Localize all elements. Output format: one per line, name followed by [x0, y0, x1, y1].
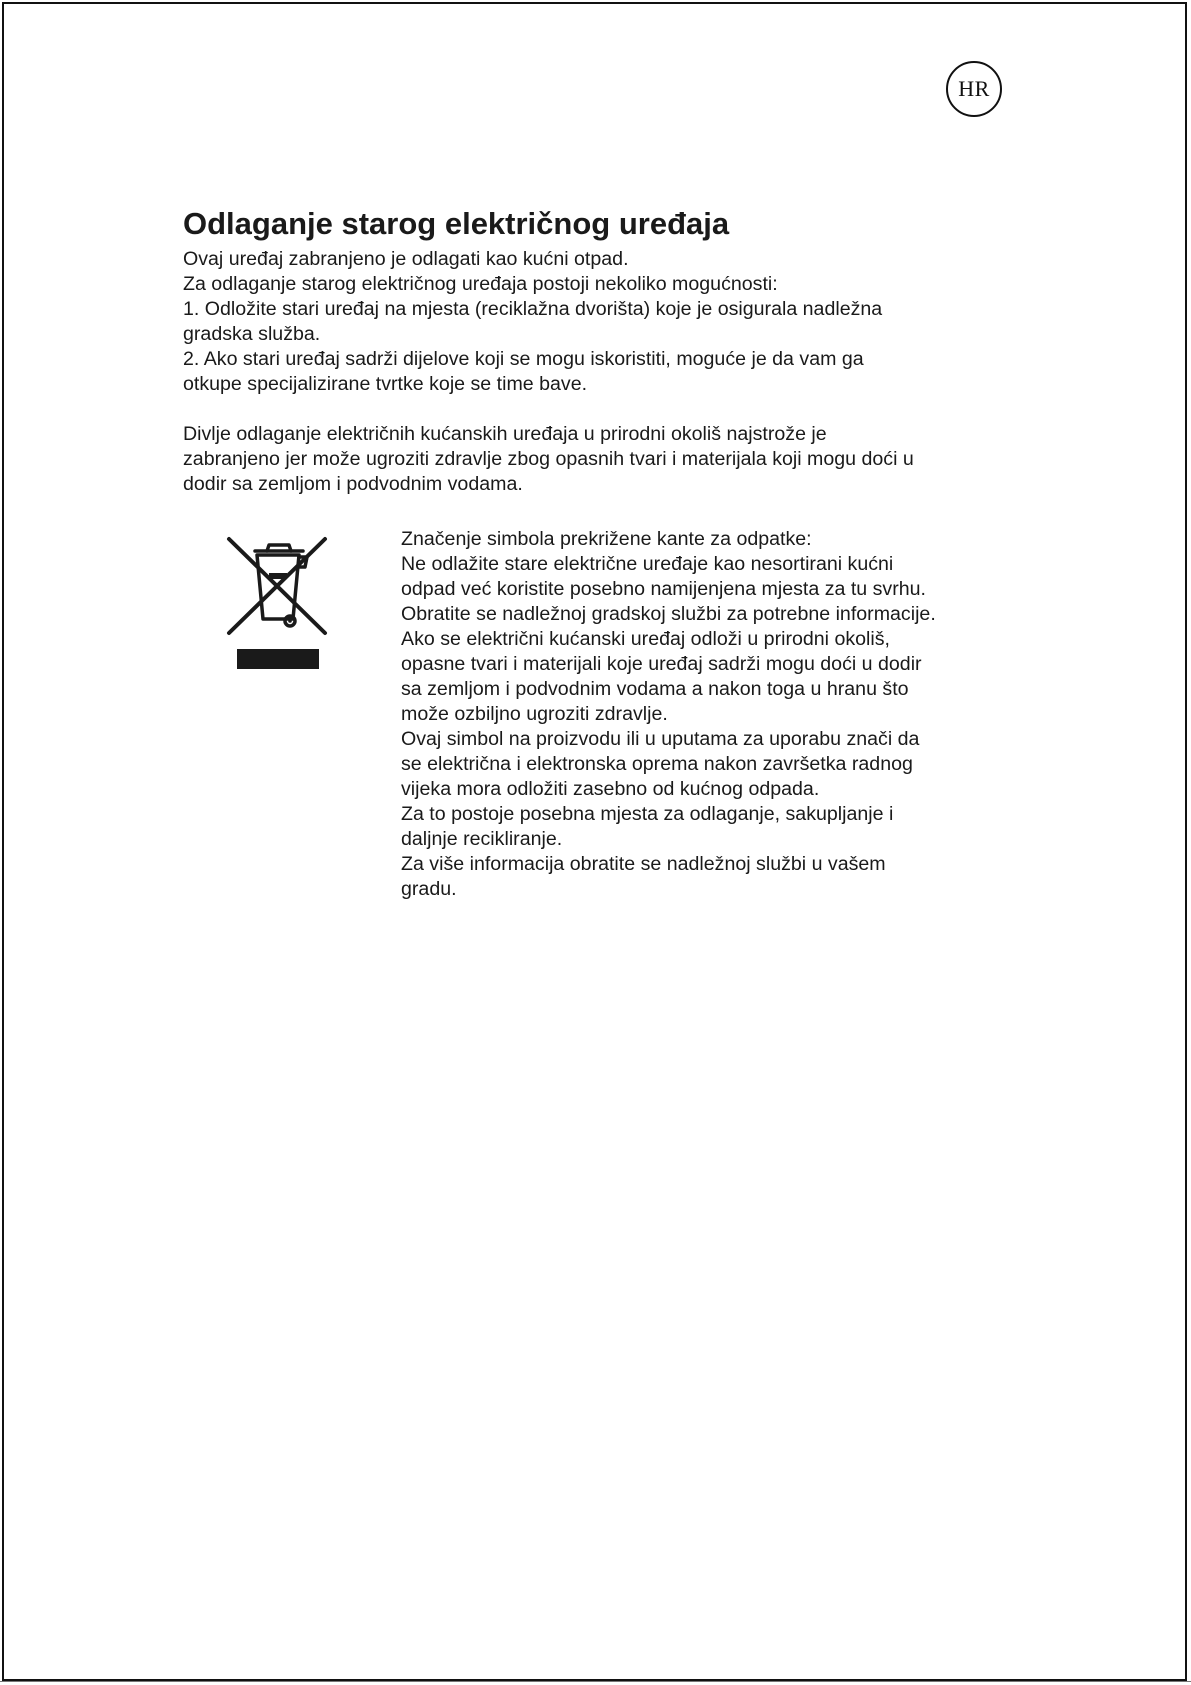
intro-line: gradska služba. — [183, 323, 321, 345]
intro-line: 2. Ako stari uređaj sadrži dijelove koji se mogu iskoristiti, moguće je da vam ga — [183, 348, 864, 370]
warning-line: Divlje odlaganje električnih kućanskih uređaja u prirodni okoliš najstrože je — [183, 423, 827, 445]
bottom-divider — [0, 1681, 1191, 1682]
symbol-line: opasne tvari i materijali koje uređaj sadrži mogu doći u dodir — [401, 653, 922, 675]
crossed-out-wheelie-bin-icon — [223, 533, 331, 669]
symbol-line: Ovaj simbol na proizvodu ili u uputama za uporabu znači da — [401, 728, 920, 750]
symbol-line: daljnje recikliranje. — [401, 828, 563, 850]
intro-line: Za odlaganje starog električnog uređaja postoji nekoliko mogućnosti: — [183, 273, 778, 295]
symbol-line: gradu. — [401, 878, 457, 900]
warning-paragraph — [183, 422, 1013, 497]
warning-line: dodir sa zemljom i podvodnim vodama. — [183, 473, 523, 495]
weee-section — [183, 527, 1013, 907]
symbol-line: Obratite se nadležnoj gradskoj službi za potrebne informacije. — [401, 603, 936, 625]
symbol-line: se električna i elektronska oprema nakon završetka radnog — [401, 753, 913, 775]
symbol-line: Ako se električni kućanski uređaj odloži u prirodni okoliš, — [401, 628, 890, 650]
symbol-line: Za to postoje posebna mjesta za odlaganje, sakupljanje i — [401, 803, 894, 825]
symbol-line: odpad već koristite posebno namijenjena mjesta za tu svrhu. — [401, 578, 926, 600]
symbol-line: Značenje simbola prekrižene kante za odpatke: — [401, 528, 812, 550]
symbol-explanation — [401, 527, 1021, 902]
symbol-line: može ozbiljno ugroziti zdravlje. — [401, 703, 668, 725]
paragraph-gap — [183, 397, 1013, 422]
intro-line: 1. Odložite stari uređaj na mjesta (reciklažna dvorišta) koje je osigurala nadležna — [183, 298, 883, 320]
intro-line: otkupe specijalizirane tvrtke koje se time bave. — [183, 373, 588, 395]
language-badge: HR — [946, 61, 1002, 117]
main-content — [183, 205, 1013, 497]
warning-line: zabranjeno jer može ugroziti zdravlje zbog opasnih tvari i materijala koji mogu doći u — [183, 448, 914, 470]
symbol-line: sa zemljom i podvodnim vodama a nakon toga u hranu što — [401, 678, 909, 700]
symbol-line: vijeka mora odložiti zasebno od kućnog odpada. — [401, 778, 820, 800]
symbol-line: Ne odlažite stare električne uređaje kao nesortirani kućni — [401, 553, 894, 575]
intro-paragraph — [183, 247, 1013, 397]
page-title: Odlaganje starog električnog uređaja — [183, 206, 730, 241]
symbol-line: Za više informacija obratite se nadležnoj službi u vašem — [401, 853, 886, 875]
intro-line: Ovaj uređaj zabranjeno je odlagati kao kućni otpad. — [183, 248, 629, 270]
